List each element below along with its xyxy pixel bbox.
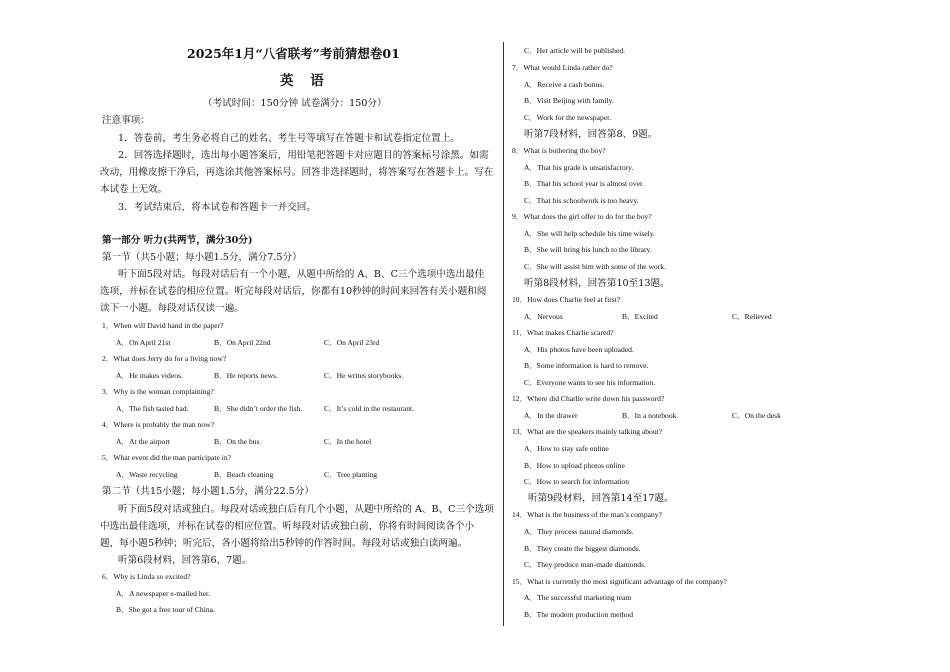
q8-option-c: C．That his schoolwork is too heavy. [524, 196, 639, 205]
q1-option-b: B．On April 22nd [214, 338, 271, 347]
q9-option-b: B．She will bring his lunch to the library. [524, 245, 652, 254]
q15-option-a: A．The successful marketing team [524, 593, 632, 602]
section2-heading: 第二节（共15小题；每小题1.5分，满分22.5分） [102, 486, 314, 497]
q4-option-c: C．In the hotel [324, 437, 372, 446]
q6-option-c: C．Her article will be published. [524, 46, 626, 55]
section1-instructions-1: 听下面5段对话。每段对话后有一个小题，从题中所给的 A、B、C三个选项中选出最佳 [118, 269, 485, 280]
q7-option-b: B．Visit Beijing with family. [524, 96, 614, 105]
q3-option-a: A．The fish tasted bad. [116, 404, 189, 413]
section1-instructions-2: 选项，并标在试卷的相应位置。听完每段对话后，你都有10秒钟的时间来回答有关小题和阅 [100, 286, 487, 297]
q7-option-c: C．Work for the newspaper. [524, 113, 612, 122]
q13-option-a: A．How to stay safe online [524, 444, 609, 453]
question-3: 3．Why is the woman complaining? [102, 387, 214, 396]
notice-item-2-line-2: 改动，用橡皮擦干净后，再选涂其他答案标号。回答非选择题时，将答案写在答题卡上。写在 [100, 167, 494, 178]
q3-option-b: B．She didn’t order the fish. [214, 404, 303, 413]
material-8-note: 听第8段材料，回答第10至13题。 [524, 278, 670, 289]
section1-instructions-3: 读下一小题。每段对话仅读一遍。 [100, 303, 244, 314]
notice-item-2-line-3: 本试卷上无效。 [100, 184, 168, 195]
question-15: 15．What is currently the most significant advantage of the company? [512, 577, 727, 586]
q12-option-b: B．In a notebook [622, 411, 677, 420]
question-12: 12．Where did Charlie write down his password? [512, 394, 665, 403]
q10-option-c: C．Relieved [732, 312, 772, 321]
exam-info: （考试时间：150分钟 试卷满分：150分） [203, 98, 387, 109]
question-13: 13．What are the speakers mainly talking about? [512, 427, 663, 436]
q14-option-b: B．They create the biggest diamonds. [524, 544, 641, 553]
q15-option-b: B．The modern production method [524, 610, 634, 619]
section2-instructions-3: 题，每小题5秒钟；听完后，各小题将给出5秒钟的作答时间。每段对话或独白读两遍。 [100, 538, 468, 549]
notice-item-1: 1．答卷前，考生务必将自己的姓名、考生号等填写在答题卡和试卷指定位置上。 [118, 133, 460, 144]
question-2: 2．What does Jerry do for a living now? [102, 354, 227, 363]
question-7: 7．What would Linda rather do? [512, 63, 613, 72]
material-7-note: 听第7段材料，回答第8、9题。 [524, 129, 658, 140]
q13-option-b: B．How to upload photos online [524, 461, 625, 470]
q14-option-c: C．They produce man-made diamonds. [524, 560, 646, 569]
q10-option-b: B．Excited [622, 312, 658, 321]
q2-option-b: B．He reports news. [214, 371, 278, 380]
q5-option-b: B．Beach cleaning [214, 470, 274, 479]
material-9-note: 听第9段材料，回答第14至17题。 [528, 493, 674, 504]
question-1: 1．When will David hand in the paper? [102, 321, 224, 330]
q11-option-a: A．His photos have been uploaded. [524, 345, 634, 354]
question-9: 9．What does the girl offer to do for the boy? [512, 212, 652, 221]
notice-heading: 注意事项： [102, 115, 150, 126]
question-4: 4．Where is probably the man now? [102, 420, 214, 429]
q9-option-a: A．She will help schedule his time wisely. [524, 229, 655, 238]
question-6: 6．Why is Linda so excited? [102, 572, 191, 581]
question-14: 14．What is the business of the man’s company? [512, 510, 662, 519]
q11-option-c: C．Everyone wants to see his information. [524, 378, 656, 387]
q7-option-a: A．Receive a cash bonus. [524, 80, 605, 89]
section2-instructions-4: 听第6段材料，回答第6、7题。 [118, 555, 252, 566]
question-11: 11．What makes Charlie scared? [512, 328, 614, 337]
q6-option-a: A．A newspaper e-mailed her. [116, 589, 211, 598]
q5-option-c: C．Tree planting [324, 470, 378, 479]
q12-option-a: A．In the drawer [524, 411, 578, 420]
q2-option-a: A．He makes videos. [116, 371, 183, 380]
q8-option-b: B．That his school year is almost over. [524, 179, 645, 188]
part1-heading: 第一部分 听力(共两节，满分30分) [102, 235, 253, 246]
section1-heading: 第一节（共5小题；每小题1.5分，满分7.5分） [102, 252, 302, 263]
notice-item-2-line-1: 2．回答选择题时，选出每小题答案后，用铅笔把答题卡对应题目的答案标号涂黑。如需 [118, 150, 489, 161]
q9-option-c: C．She will assist him with some of the work. [524, 262, 666, 271]
q12-option-c: C．On the desk [732, 411, 781, 420]
subject-title: 英 语 [280, 73, 330, 89]
q2-option-c: C．He writes storybooks. [324, 371, 404, 380]
q14-option-a: A．They process natural diamonds. [524, 527, 634, 536]
section2-instructions-1: 听下面5段对话或独白。每段对话或独白后有几个小题，从题中所给的 A、B、C三个选项 [118, 504, 494, 515]
q10-option-a: A．Nervous [524, 312, 563, 321]
q3-option-c: C．It’s cold in the restaurant. [324, 404, 415, 413]
question-5: 5．What event did the man participate in? [102, 453, 232, 462]
q8-option-a: A．That his grade is unsatisfactory. [524, 163, 634, 172]
q4-option-b: B．On the bus [214, 437, 260, 446]
section2-instructions-2: 中选出最佳选项，并标在试卷的相应位置。听每段对话或独白前，你将有时间阅读各个小 [100, 521, 475, 532]
question-8: 8．What is bothering the boy? [512, 146, 606, 155]
column-divider [503, 42, 504, 626]
exam-title: 2025年1月“八省联考”考前猜想卷01 [187, 46, 400, 61]
q13-option-c: C．How to search for information [524, 477, 630, 486]
q11-option-b: B．Some information is hard to remove. [524, 361, 649, 370]
q6-option-b: B．She got a free tour of China. [116, 605, 215, 614]
notice-item-3: 3．考试结束后，将本试卷和答题卡一并交回。 [118, 202, 316, 213]
question-10: 10．How does Charlie feel at first? [512, 295, 621, 304]
q4-option-a: A．At the airport [116, 437, 170, 446]
q5-option-a: A．Waste recycling [116, 470, 178, 479]
q1-option-a: A．On April 21st [116, 338, 171, 347]
q1-option-c: C．On April 23rd [324, 338, 380, 347]
